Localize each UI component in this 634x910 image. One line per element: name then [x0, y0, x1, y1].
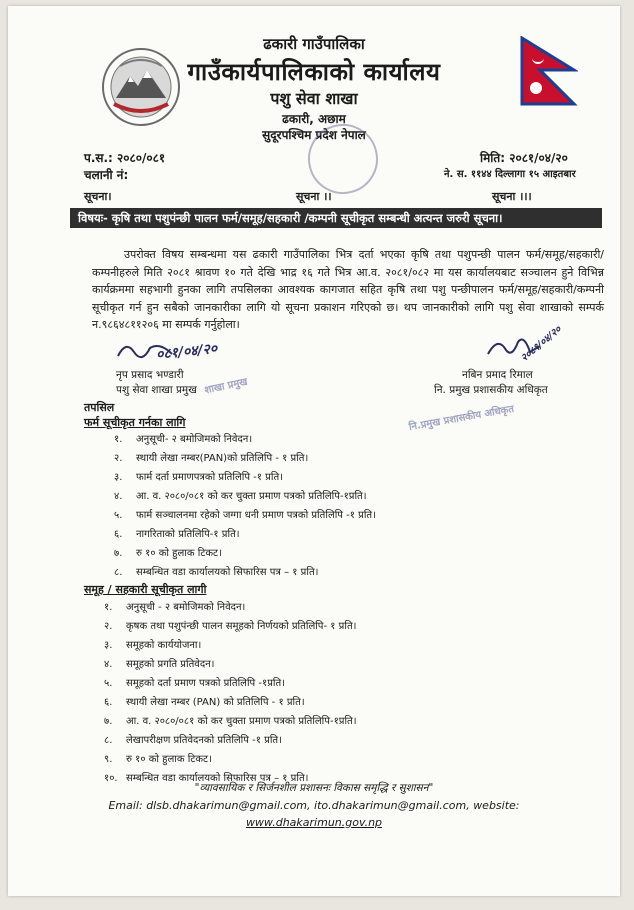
list-item: ६. नागरिताको प्रतिलिपि-१ प्रति।	[114, 529, 240, 540]
branch-name: पशु सेवा शाखा	[270, 89, 358, 108]
notice-label-2: सूचना ।।	[296, 190, 332, 203]
list-item: १०. सम्बन्धित वडा कार्यालयको सिफारिस पत्र – १ प्रति।	[104, 773, 309, 784]
section2-list	[104, 598, 357, 788]
right-handwritten-date: २०८१/०४/२०	[519, 324, 564, 365]
left-signer-title: पशु सेवा शाखा प्रमुख	[116, 384, 197, 396]
footer-motto: "व्यावसायिक र सिर्जनशील प्रशासनः विकास समृद्धि र सुशासन"	[194, 782, 434, 794]
address-line-1: ढकारी, अछाम	[282, 112, 346, 126]
letter-date: मिति: २०८१/०४/२०	[480, 151, 568, 165]
letter-page	[8, 6, 620, 896]
list-item: ५. समूहको दर्ता प्रमाण पत्रको प्रतिलिपि -१प्रति।	[104, 678, 285, 689]
list-item: २. स्थायी लेखा नम्बर(PAN)को प्रतिलिपि - १ प्रति।	[114, 453, 309, 464]
footer-email: Email: dlsb.dhakarimun@gmail.com, ito.dhakarimun@gmail.com, website:	[108, 799, 520, 812]
notice-label-3: सूचना ।।।	[492, 190, 532, 203]
notice-body	[92, 246, 604, 334]
list-item: ७. आ. व. २०८०/०८१ को कर चुक्ता प्रमाण पत्रको प्रतिलिपि-१प्रति।	[104, 716, 357, 727]
chalani-number: चलानी नं:	[84, 168, 129, 182]
address-line-2: सुदूरपश्चिम प्रदेश नेपाल	[262, 128, 366, 142]
municipality-name: ढकारी गाउँपालिका	[263, 35, 365, 53]
section1-list	[114, 430, 376, 582]
ps-number: प.स.: २०८०/०८१	[84, 151, 166, 165]
list-item: ८. लेखापरीक्षण प्रतिवेदनको प्रतिलिपि -१ प्रति।	[104, 735, 282, 746]
list-item: ३. समूहको कार्ययोजना।	[104, 640, 202, 651]
subject-bar: विषयः- कृषि तथा पशुपंन्छी पालन फर्म/समूह/सहकारी /कम्पनी सूचीकृत सम्बन्धी अत्यन्त जरुरी सूचना।	[70, 208, 602, 228]
list-item: १. अनुसूची - २ बमोजिमको निवेदन।	[104, 602, 246, 613]
tapsil-heading: तपसिल	[84, 401, 115, 414]
list-item: ६. स्थायी लेखा नम्बर (PAN) को प्रतिलिपि - १ प्रति।	[104, 697, 305, 708]
list-item: ७. रु १० को हुलाक टिकट।	[114, 548, 222, 559]
list-item: ४. समूहको प्रगति प्रतिवेदन।	[104, 659, 215, 670]
list-item: ४. आ. व. २०८०/०८१ को कर चुक्ता प्रमाण पत्रको प्रतिलिपि-१प्रति।	[114, 491, 367, 502]
list-item: ३. फार्म दर्ता प्रमाणपत्रको प्रतिलिपि -१ प्रति।	[114, 472, 283, 483]
right-signer-name: नबिन प्रमाद रिमाल	[462, 369, 533, 381]
section1-title: फर्म सूचीकृत गर्नका लागि	[84, 416, 186, 429]
footer-website-link[interactable]: www.dhakarimun.gov.np	[245, 816, 383, 829]
nepal-sambat-date: ने. स. ११४४ दिल्लागा १५ आइतबार	[444, 169, 576, 180]
list-item: ५. फार्म सञ्चालनमा रहेको जग्गा धनी प्रमाण पत्रको प्रतिलिपि -१ प्रति।	[114, 510, 376, 521]
left-signer-name: नृप प्रसाद भण्डारी	[116, 369, 184, 381]
office-name: गाउँकार्यपालिकाको कार्यालय	[187, 58, 441, 86]
notice-label-1: सूचना।	[84, 190, 112, 203]
list-item: २. कृषक तथा पशुपंन्छी पालन समूहको निर्णयको प्रतिलिपि- १ प्रति।	[104, 621, 357, 632]
list-item: ८. सम्बन्धित वडा कार्यालयको सिफारिस पत्र – १ प्रति।	[114, 567, 319, 578]
left-handwritten-date: ०८१/०४/२०	[155, 340, 218, 364]
list-item: १. अनुसूची- २ बमोजिमको निवेदन।	[114, 434, 253, 445]
section2-title: समूह / सहकारी सूचीकृत लागी	[84, 583, 207, 596]
right-stamp-text: नि.प्रमुख प्रशासकीय अधिकृत	[408, 403, 515, 434]
list-item: ९. रु १० को हुलाक टिकट।	[104, 754, 212, 765]
left-signature-icon	[116, 338, 176, 362]
notice-body-text: उपरोक्त विषय सम्बन्धमा यस ढकारी गाउँपालिका भित्र दर्ता भएका कृषि तथा पशुपन्छी पालन फर्म/समूह/सहकारी/कम्पनीहरुले मिति २०८१ श्रावण १० गते देखि भाद्र १६ गते भित्र आ.व. २०८१/०८२ मा यस कार्यालयबाट सञ्चालन हुने विभिन्न कार्यक्रममा सहभागी हुनका लागि तपसिलका आवश्यक कागजात सहित कृषि तथा पशु पन्छीपालन फर्म/समूह/सहकारी/कम्पनी सूचीकृत गर्न हुन सबैको जानकारीका लागि यो सूचना प्रकाशन गरिएको छ। थप जानकारीको लागि पशु सेवा शाखाको सम्पर्क न.९८६४८११२०६ मा सम्पर्क गर्नुहोला।	[92, 248, 604, 331]
left-stamp-text: शाखा प्रमुख	[203, 376, 249, 397]
right-signer-title: नि. प्रमुख प्रशासकीय अधिकृत	[434, 384, 548, 396]
